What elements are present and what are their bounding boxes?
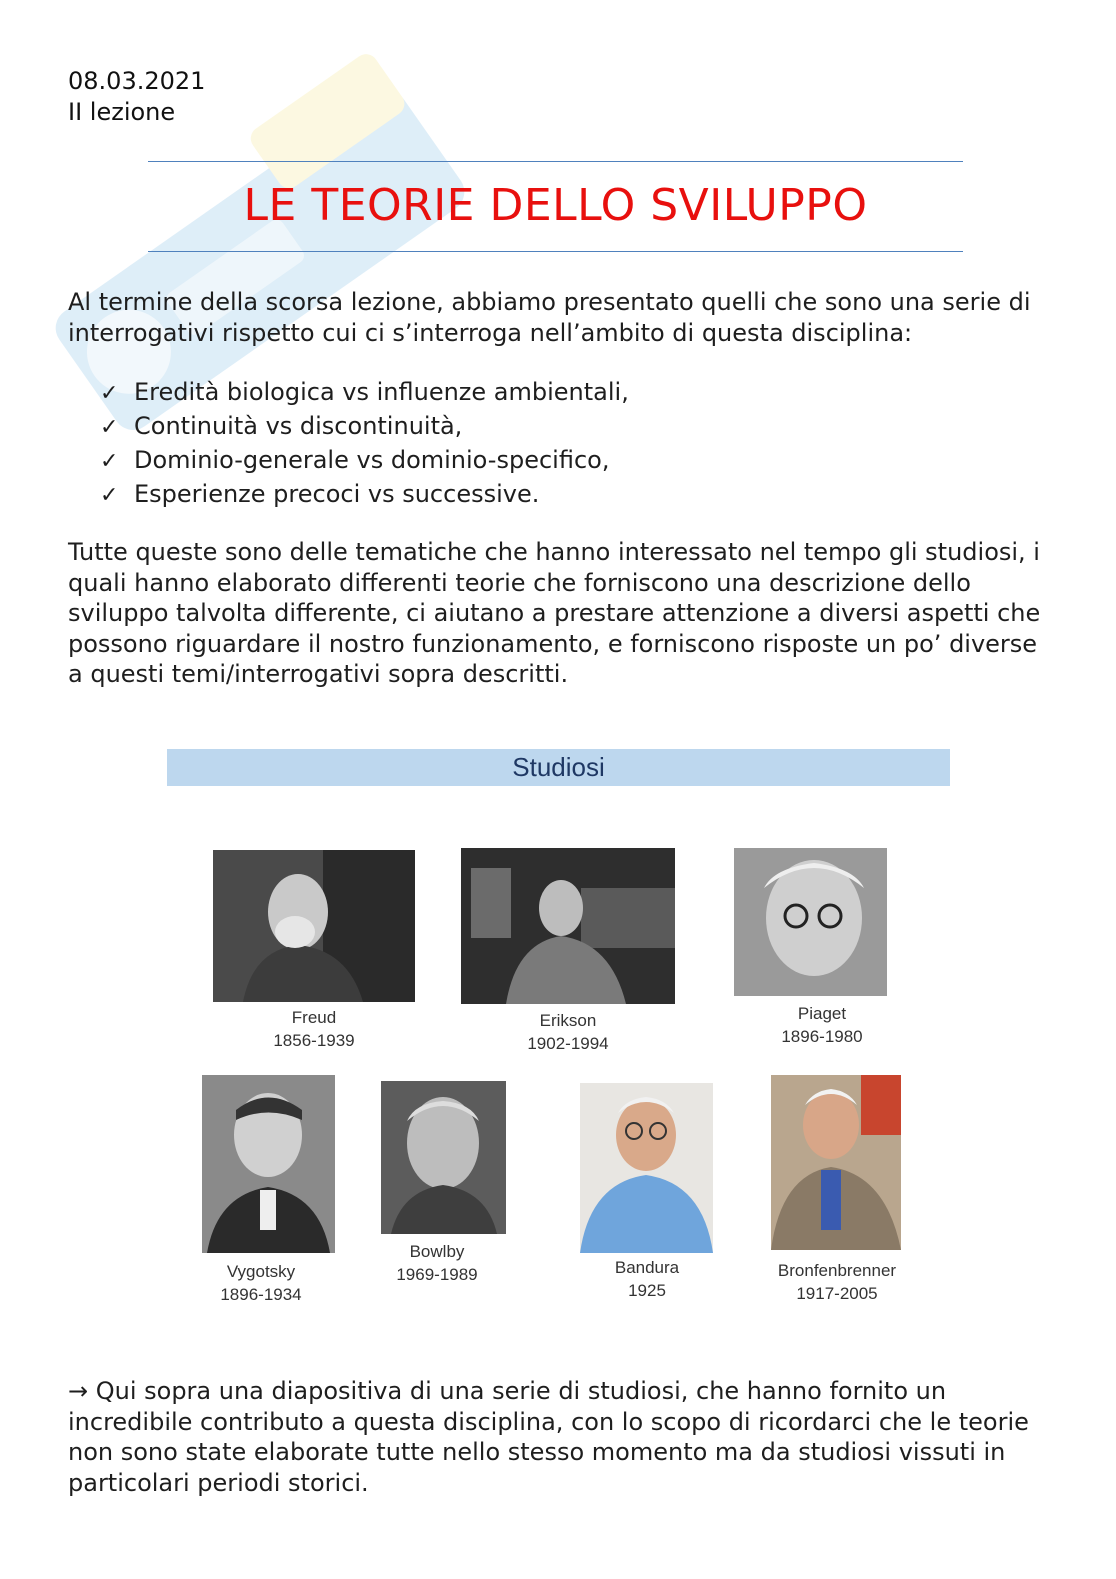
caption-bowlby	[357, 1240, 517, 1286]
bowlby-portrait	[381, 1081, 506, 1234]
slide-title-bar: Studiosi	[167, 749, 950, 786]
caption-bronfenbrenner	[747, 1259, 927, 1305]
themes-paragraph: Tutte queste sono delle tematiche che hanno interessato nel tempo gli studiosi, i quali hanno elaborato differenti teorie che forniscono una descrizione dello sviluppo talvolta differente, ci aiutano a prestare attenzione a diversi aspetti che possono riguardare il nostro funzionamento, e forniscono risposte un po’ diverse a questi temi/interrogativi sopra descritti.	[68, 538, 1041, 688]
scholar-years: 1896-1980	[781, 1027, 863, 1046]
caption-piaget	[742, 1002, 902, 1048]
scholar-name: Bandura	[614, 1258, 680, 1277]
caption-freud	[234, 1006, 394, 1052]
lesson-number: II lezione	[68, 98, 176, 126]
bronfenbrenner-portrait	[771, 1075, 901, 1250]
list-item: ✓ Eredità biologica vs influenze ambientali,	[100, 376, 629, 410]
list-item: ✓ Dominio-generale vs dominio-specifico,	[100, 444, 629, 478]
list-item: ✓ Esperienze precoci vs successive.	[100, 478, 629, 512]
caption-vygotsky	[181, 1260, 341, 1306]
erikson-portrait	[461, 848, 675, 1004]
closing-paragraph: → Qui sopra una diapositiva di una serie di studiosi, che hanno fornito un incredibile contributo a questa disciplina, con lo scopo di ricordarci che le teorie non sono state elaborate tutte nello stesso momento ma da studiosi vissuti in particolari periodi storici.	[68, 1377, 1029, 1497]
scholar-name: Vygotsky	[226, 1262, 296, 1281]
caption-erikson	[488, 1009, 648, 1055]
scholar-name: Bronfenbrenner	[777, 1261, 897, 1280]
scholar-name: Piaget	[797, 1004, 847, 1023]
title-rule-bottom	[148, 251, 963, 252]
document-header	[68, 66, 205, 128]
scholar-years: 1969-1989	[396, 1265, 478, 1284]
scholar-name: Bowlby	[409, 1242, 465, 1261]
question-checklist	[100, 376, 629, 512]
intro-paragraph: Al termine della scorsa lezione, abbiamo presentato quelli che sono una serie di interrogativi rispetto cui ci s’interroga nell’ambito di questa disciplina:	[68, 288, 1031, 347]
check-icon: ✓	[100, 483, 119, 508]
caption-bandura	[567, 1256, 727, 1302]
vygotsky-portrait	[202, 1075, 335, 1253]
scholar-name: Erikson	[539, 1011, 597, 1030]
scholar-years: 1902-1994	[527, 1034, 609, 1053]
scholar-years: 1856-1939	[273, 1031, 355, 1050]
scholar-name: Freud	[291, 1008, 337, 1027]
check-icon: ✓	[100, 381, 119, 406]
title-rule-top	[148, 161, 963, 162]
scholar-years: 1896-1934	[220, 1285, 302, 1304]
page-title: LE TEORIE DELLO SVILUPPO	[243, 180, 868, 231]
list-item: ✓ Continuità vs discontinuità,	[100, 410, 629, 444]
check-icon: ✓	[100, 415, 119, 440]
scholar-years: 1925	[628, 1281, 666, 1300]
scholar-years: 1917-2005	[796, 1284, 878, 1303]
lesson-date: 08.03.2021	[68, 67, 206, 95]
check-icon: ✓	[100, 449, 119, 474]
piaget-portrait	[734, 848, 887, 996]
bandura-portrait	[580, 1083, 713, 1253]
freud-portrait	[213, 850, 415, 1002]
